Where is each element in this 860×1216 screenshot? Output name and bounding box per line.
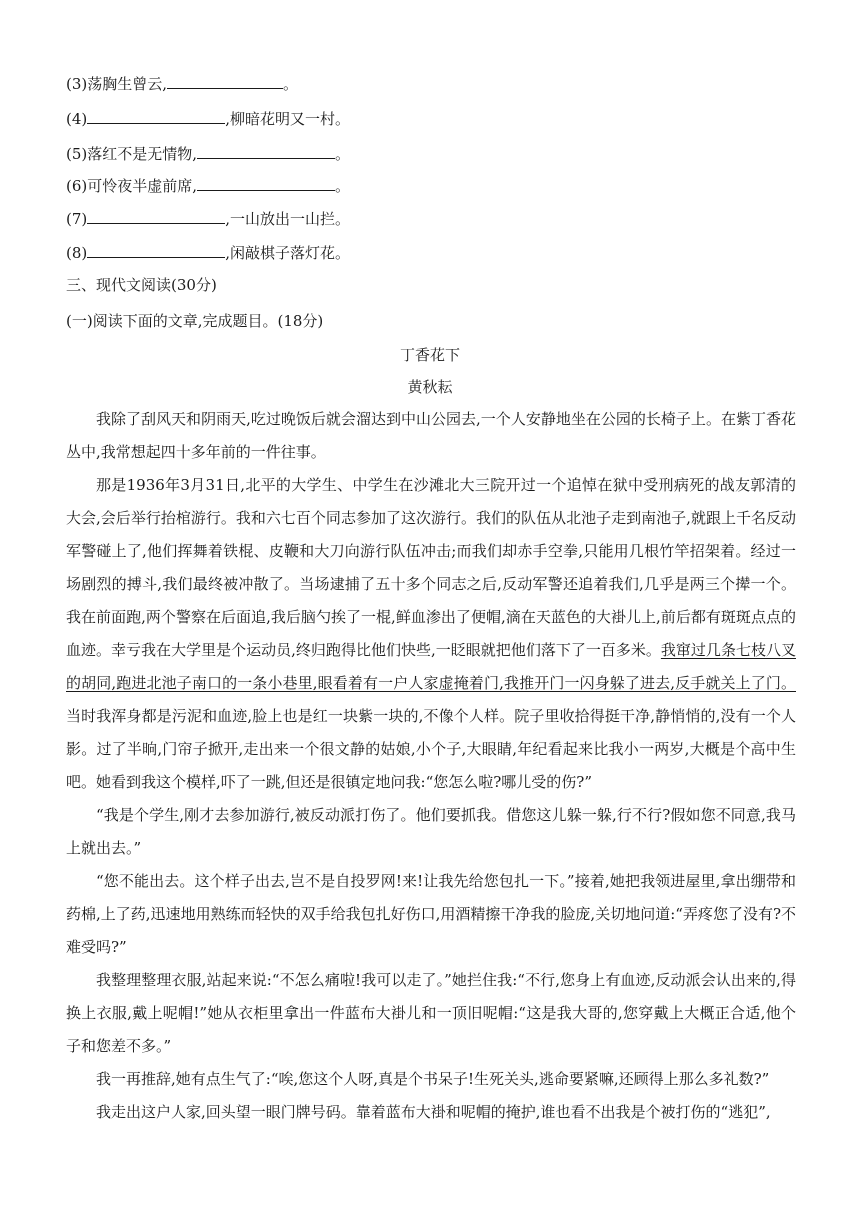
article-title: 丁香花下 [399,346,460,364]
paragraph: “您不能出去。这个样子出去,岂不是自投罗网!来!让我先给您包扎一下。”接着,她把我领进屋里,拿出绷带和药棉,上了药,迅速地用熟练而轻快的双手给我包扎好伤口,用酒精擦干净我的脸庞,关切地问道:“弄疼您了没有?不难受吗?” [66,872,796,956]
paragraph: 我一再推辞,她有点生气了:“唉,您这个人呀,真是个书呆子!生死关头,逃命要紧嘛,还顾得上那么多礼数?” [96,1070,770,1088]
answer-blank[interactable] [167,72,283,89]
fill-item-3 [66,72,298,94]
fill-item-7 [66,207,350,229]
answer-blank[interactable] [87,107,225,124]
paragraph-text: 那是1936年3月31日,北平的大学生、中学生在沙滩北大三院开过一个追悼在狱中受刑病死的战友郭清的大会,会后举行抬棺游行。我和六七百个同志参加了这次游行。我们的队伍从北池子走到南池子,就跟上千名反动军警碰上了,他们挥舞着铁棍、皮鞭和大刀向游行队伍冲击;而我们却赤手空拳,只能用几根竹竿招架着。经过一场剧烈的搏斗,我们最终被冲散了。当场逮捕了五十多个同志之后,反动军警还追着我们,几乎是两三个撵一个。我在前面跑,两个警察在后面追,我后脑勺挨了一棍,鲜血渗出了便帽,滴在天蓝色的大褂儿上,前后都有斑斑点点的血迹。幸亏我在大学里是个运动员,终归跑得比他们快些,一眨眼就把他们落下了一百多米。 [66,476,796,659]
underlined-sentence: 我窜过几条七枝八叉的胡同,跑进北池子南口的一条小巷里,眼看着有一户人家虚掩着门,我推开门一闪身躲了进去,反手就关上了门。 [66,641,796,692]
answer-blank[interactable] [197,174,335,191]
subsection-heading: (一)阅读下面的文章,完成题目。(18分) [66,312,324,330]
fill-item-text: (3)荡胸生曾云, [66,75,168,93]
fill-item-text: ,一山放出一山拦。 [225,210,351,228]
fill-item-text: 。 [335,177,351,195]
fill-item-text: (5)落红不是无情物, [66,145,198,163]
paragraph: 我走出这户人家,回头望一眼门牌号码。靠着蓝布大褂和呢帽的掩护,谁也看不出我是个被打伤的“逃犯”, [96,1103,771,1121]
paragraph-text: 当时我浑身都是污泥和血迹,脸上也是红一块紫一块的,不像个人样。院子里收拾得挺干净,静悄悄的,没有一个人影。过了半晌,门帘子掀开,走出来一个很文静的姑娘,小个子,大眼睛,年纪看起来比我小一两岁,大概是个高中生吧。她看到我这个模样,吓了一跳,但还是很镇定地问我:“您怎么啦?哪儿受的伤?” [66,707,796,791]
article-author: 黄秋耘 [407,378,453,396]
fill-item-text: (8) [66,244,88,262]
fill-item-text: 。 [283,75,299,93]
fill-item-6 [66,174,350,196]
fill-item-text: ,闲敲棋子落灯花。 [225,244,351,262]
answer-blank[interactable] [87,207,225,224]
answer-blank[interactable] [197,142,335,159]
paragraph: 我整理整理衣服,站起来说:“不怎么痛啦!我可以走了。”她拦住我:“不行,您身上有血迹,反动派会认出来的,得换上衣服,戴上呢帽!”她从衣柜里拿出一件蓝布大褂儿和一顶旧呢帽:“这是我大哥的,您穿戴上大概正合适,他个子和您差不多。” [66,971,796,1055]
fill-item-5 [66,142,350,164]
answer-blank[interactable] [87,241,225,258]
fill-item-text: ,柳暗花明又一村。 [225,110,351,128]
paragraph: 我除了刮风天和阴雨天,吃过晚饭后就会溜达到中山公园去,一个人安静地坐在公园的长椅子上。在紫丁香花丛中,我常想起四十多年前的一件往事。 [66,410,796,461]
fill-item-8 [66,241,350,263]
fill-item-4 [66,107,350,129]
fill-item-text: (7) [66,210,88,228]
article-body [66,403,796,1129]
fill-item-text: (6)可怜夜半虚前席, [66,177,198,195]
paragraph [66,469,796,799]
fill-item-text: (4) [66,110,88,128]
paragraph: “我是个学生,刚才去参加游行,被反动派打伤了。他们要抓我。借您这儿躲一躲,行不行?假如您不同意,我马上就出去。” [66,806,796,857]
section-heading: 三、现代文阅读(30分) [66,276,217,294]
fill-item-text: 。 [335,145,351,163]
